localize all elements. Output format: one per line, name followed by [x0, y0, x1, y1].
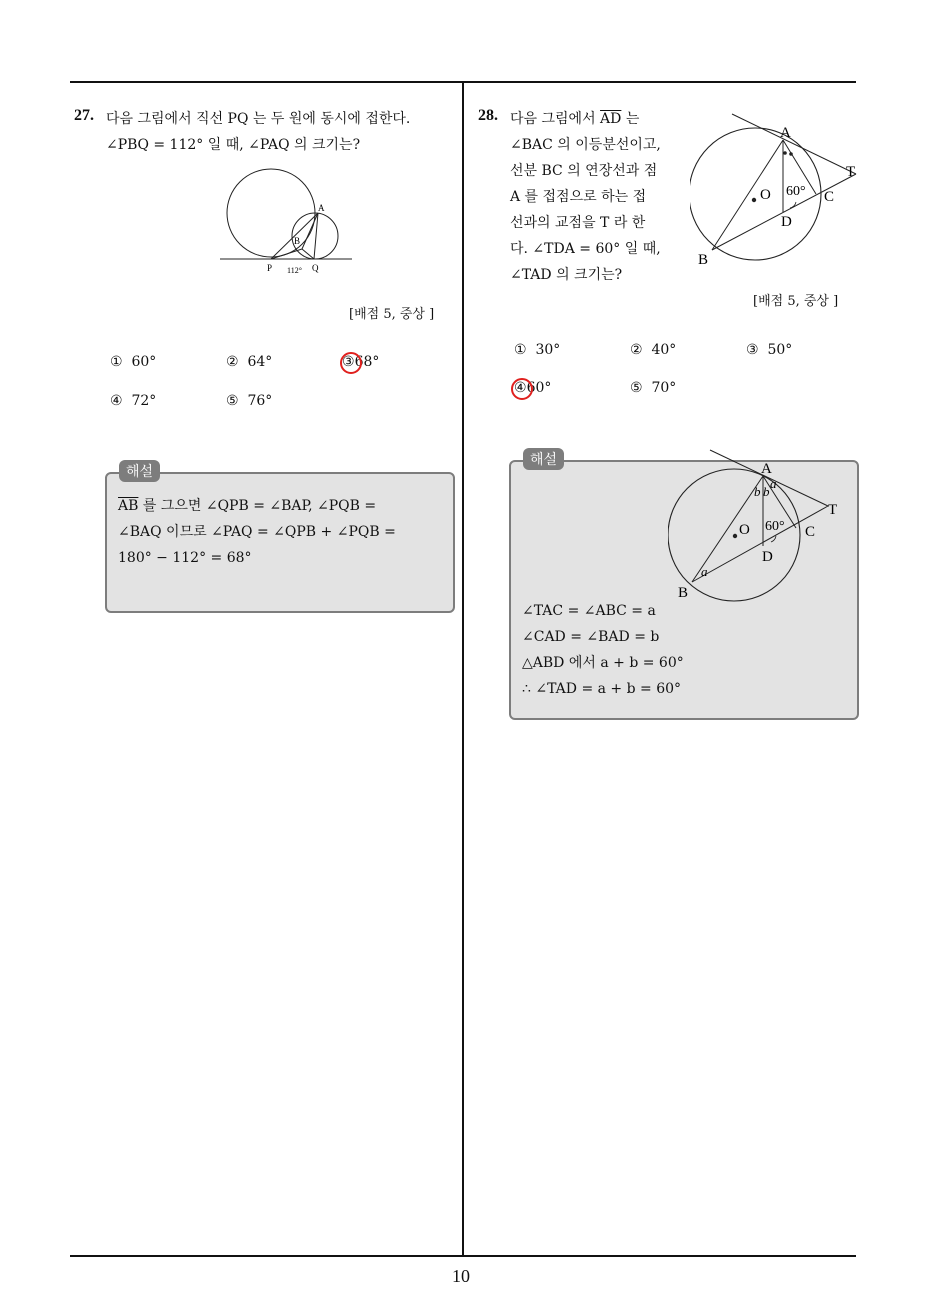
q27-choice-4[interactable] — [110, 393, 156, 409]
q28-text-line1-pre: 다음 그림에서 — [510, 111, 601, 127]
q28-figure — [690, 108, 870, 268]
q28-label-d: D — [781, 214, 792, 230]
q27-choice-1-text: 60° — [131, 354, 157, 370]
q28-label-a: A — [780, 125, 791, 141]
q27-choice-2-mark: ② — [226, 354, 239, 370]
q28-text-ad: $\overline{AD}$ — [600, 111, 622, 127]
q27-solution-tag: 해설 — [119, 460, 160, 482]
q28-solution-line4: ∴ ∠TAD = a + b = 60° — [522, 681, 682, 697]
q27-text-line1: 다음 그림에서 직선 PQ 는 두 원에 동시에 접한다. — [106, 111, 411, 127]
q28-sol-label-c: C — [805, 524, 816, 540]
q27-choice-5-text: 76° — [247, 393, 273, 409]
q27-choice-1-mark: ① — [110, 354, 123, 370]
q27-number: 27. — [74, 107, 94, 124]
q28-number: 28. — [478, 107, 498, 124]
q28-choice-4-text: 60° — [526, 380, 552, 396]
q28-choice-2-text: 40° — [651, 342, 677, 358]
q27-choice-4-text: 72° — [131, 393, 157, 409]
bottom-rule — [70, 1255, 856, 1257]
q28-choice-4-mark: ④ — [514, 380, 527, 396]
q27-choice-3-mark: ③ — [342, 354, 355, 370]
q28-label-t: T — [846, 164, 856, 180]
column-divider — [462, 81, 464, 1257]
q28-choice-5[interactable] — [630, 380, 676, 396]
q28-sol-label-angle: 60° — [765, 519, 785, 534]
q28-sol-label-beta-1: b — [754, 484, 761, 499]
q27-solution-ab: $\overline{AB}$ — [118, 498, 139, 514]
q27-choice-5[interactable] — [226, 393, 272, 409]
q27-label-b: B — [294, 236, 301, 246]
q28-solution-line1: ∠TAC = ∠ABC = a — [522, 603, 656, 619]
q27-label-angle: 112° — [287, 266, 302, 275]
q28-solution-line3: △ABD 에서 a + b = 60° — [522, 655, 684, 671]
q28-choice-2[interactable] — [630, 342, 676, 358]
q27-choice-3-text: 68° — [354, 354, 380, 370]
q28-choice-2-mark: ② — [630, 342, 643, 358]
q28-choice-5-text: 70° — [651, 380, 677, 396]
page-number: 10 — [452, 1266, 470, 1286]
q28-sol-label-d: D — [762, 549, 773, 565]
q28-label-b: B — [698, 252, 709, 268]
q28-text-line1-post: 는 — [621, 111, 640, 127]
q27-score: [배점 5, 중상 ] — [349, 307, 435, 322]
q27-choice-1[interactable] — [110, 354, 156, 370]
q27-solution-line1-rest: 를 그으면 ∠QPB = ∠BAP, ∠PQB = — [138, 498, 377, 514]
q28-text-line2: ∠BAC 의 이등분선이고, — [510, 137, 661, 153]
q28-text-line7: ∠TAD 의 크기는? — [510, 267, 623, 283]
q28-score: [배점 5, 중상 ] — [753, 294, 839, 309]
q28-solution-figure — [668, 446, 848, 604]
q27-choice-4-mark: ④ — [110, 393, 123, 409]
q28-sol-label-a: A — [761, 461, 772, 477]
q28-label-angle: 60° — [786, 184, 806, 199]
q27-figure — [214, 165, 354, 280]
q28-choice-3-mark: ③ — [746, 342, 759, 358]
q27-choice-5-mark: ⑤ — [226, 393, 239, 409]
q28-sol-label-t: T — [828, 502, 838, 518]
q28-solution-tag: 해설 — [523, 448, 564, 470]
q28-text-line5: 선과의 교점을 T 라 한 — [510, 215, 646, 231]
q28-text-line1 — [510, 106, 639, 132]
q28-choice-1-mark: ① — [514, 342, 527, 358]
q28-solution-line2: ∠CAD = ∠BAD = b — [522, 629, 660, 645]
q28-label-o: O — [760, 187, 771, 203]
q27-choice-2-text: 64° — [247, 354, 273, 370]
q28-choice-1[interactable] — [514, 342, 560, 358]
q27-label-p: P — [267, 263, 273, 273]
q28-label-c: C — [824, 189, 835, 205]
q27-text-line2: ∠PBQ = 112° 일 때, ∠PAQ 의 크기는? — [106, 137, 361, 153]
q28-sol-label-alpha-b: a — [701, 564, 708, 579]
q27-solution-line2: ∠BAQ 이므로 ∠PAQ = ∠QPB + ∠PQB = — [118, 524, 396, 540]
q28-choice-5-mark: ⑤ — [630, 380, 643, 396]
q28-answer-circle — [511, 378, 533, 400]
q27-label-a: A — [318, 203, 325, 213]
q27-solution-line3: 180° − 112° = 68° — [118, 550, 252, 566]
q28-sol-label-alpha-top: a — [770, 476, 777, 491]
q27-solution-line1 — [118, 493, 376, 519]
q28-choice-1-text: 30° — [535, 342, 561, 358]
q27-label-q: Q — [312, 263, 319, 273]
q28-sol-label-b: B — [678, 585, 689, 601]
q28-text-line6: 다. ∠TDA = 60° 일 때, — [510, 241, 661, 257]
q27-choice-2[interactable] — [226, 354, 272, 370]
q28-sol-label-beta-2: b — [763, 484, 770, 499]
q28-text-line3: 선분 BC 의 연장선과 점 — [510, 163, 658, 179]
q28-choice-3-text: 50° — [767, 342, 793, 358]
q27-answer-circle — [340, 352, 362, 374]
q28-text-line4: A 를 접점으로 하는 접 — [510, 189, 647, 205]
q28-sol-label-o: O — [739, 522, 750, 538]
q28-choice-3[interactable] — [746, 342, 792, 358]
